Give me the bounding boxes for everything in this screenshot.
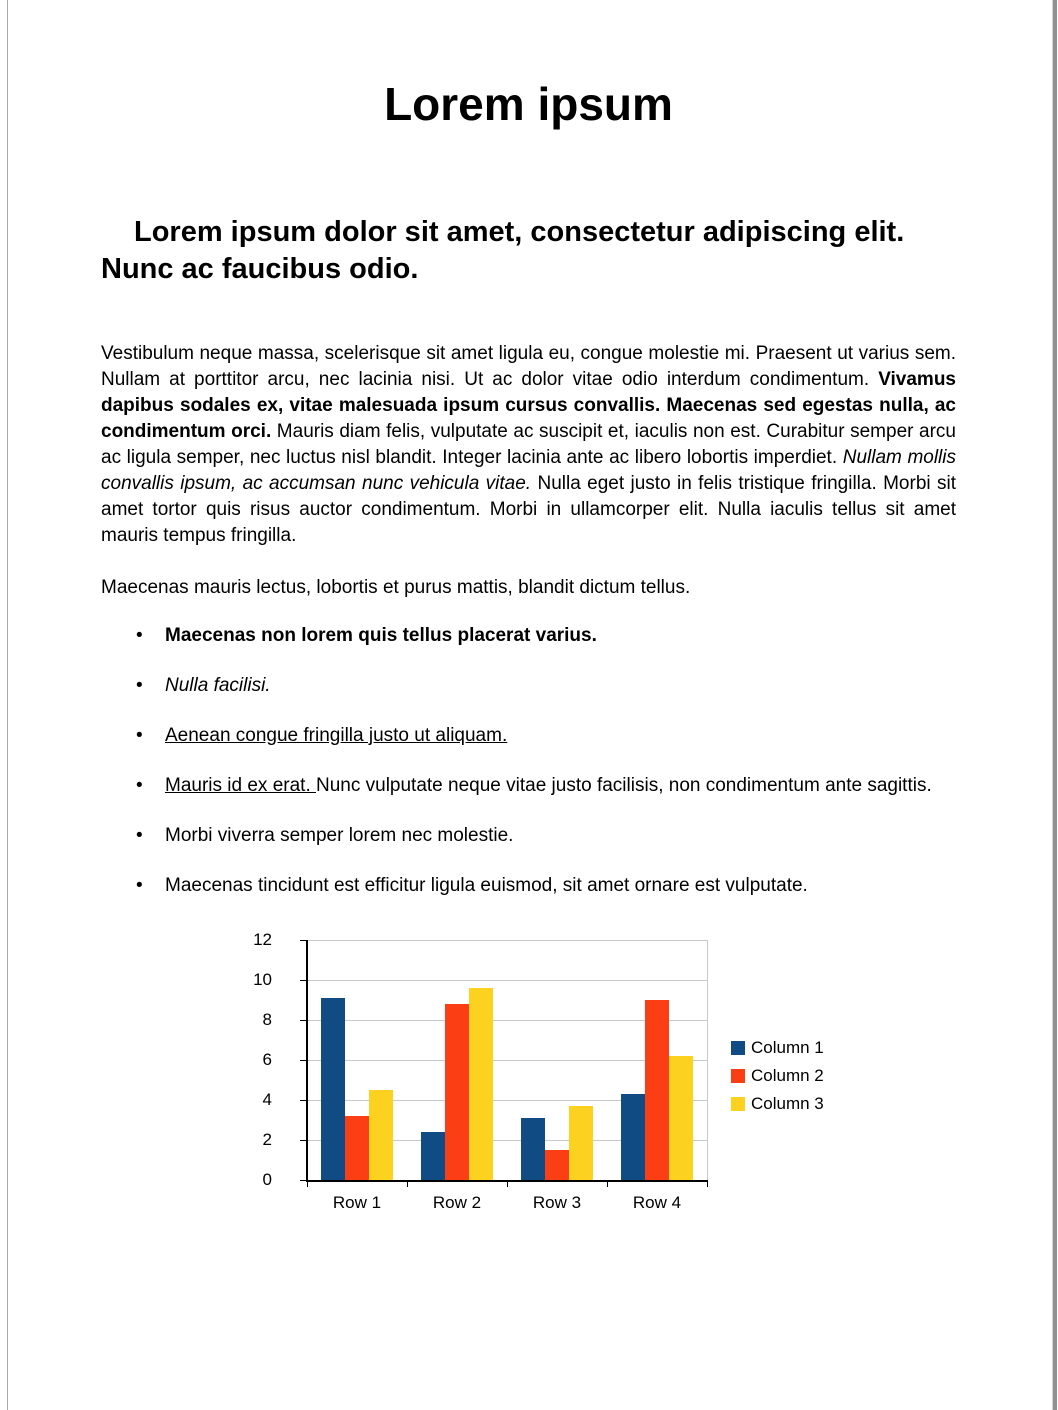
x-tick-label: Row 3: [532, 1193, 582, 1212]
list-item: [101, 722, 956, 750]
y-tick-label: 10: [253, 970, 272, 989]
text-run-normal: Maecenas tincidunt est efficitur ligula euismod, sit amet ornare est vulputate.: [165, 875, 808, 896]
bullet-icon: •: [136, 625, 143, 646]
legend-swatch: [731, 1069, 745, 1083]
bar-column-1-row-2: [421, 1132, 445, 1180]
y-tick-label: 6: [262, 1050, 272, 1069]
text-run-italic: Nulla facilisi.: [165, 675, 271, 696]
text-run-normal: Mauris diam felis, vulputate ac suscipit et, iaculis non est. Curabitur semper arcu ac ligula semper, nec luctus nisl blandit. Integer lacinia ante ac libero lobortis imperdiet.: [101, 421, 956, 468]
list-item: [101, 672, 956, 700]
x-tick-label: Row 1: [332, 1193, 382, 1212]
page-border-right: [1052, 0, 1057, 1410]
body-paragraph: [101, 341, 956, 549]
legend-swatch: [731, 1041, 745, 1055]
bar-column-3-row-4: [669, 1056, 693, 1180]
y-axis: [306, 940, 308, 1182]
bullet-icon: •: [136, 775, 143, 796]
bullet-icon: •: [136, 825, 143, 846]
text-run-normal: Morbi viverra semper lorem nec molestie.: [165, 825, 514, 846]
legend-swatch: [731, 1097, 745, 1111]
y-tick-label: 4: [262, 1090, 272, 1109]
text-run-underline: Mauris id ex erat.: [165, 775, 316, 796]
bar-column-2-row-4: [645, 1000, 669, 1180]
list-item: [101, 872, 956, 900]
list-item-text: [165, 725, 507, 746]
legend-label: Column 3: [751, 1094, 824, 1113]
text-run-normal: Nunc vulputate neque vitae justo facilisis, non condimentum ante sagittis.: [316, 775, 932, 796]
y-tick-label: 0: [262, 1170, 272, 1189]
bar-column-3-row-1: [369, 1090, 393, 1180]
bullet-icon: •: [136, 675, 143, 696]
list-item-text: [165, 625, 597, 646]
list-item: [101, 772, 956, 800]
bar-column-2-row-2: [445, 1004, 469, 1180]
list-item: [101, 622, 956, 650]
y-tick-label: 2: [262, 1130, 272, 1149]
bullet-icon: •: [136, 875, 143, 896]
plot-border-right: [707, 940, 708, 1180]
y-tick-label: 8: [262, 1010, 272, 1029]
text-run-italic: Nullam mollis convallis ipsum, ac accumsan nunc vehicula vitae.: [101, 447, 957, 494]
document-heading: Lorem ipsum dolor sit amet, consectetur adipiscing elit. Nunc ac faucibus odio.: [101, 216, 905, 285]
y-tick-label: 12: [253, 930, 272, 949]
x-tick-label: Row 4: [632, 1193, 682, 1212]
body-paragraph-2: Maecenas mauris lectus, lobortis et purus mattis, blandit dictum tellus.: [101, 577, 691, 598]
bullet-icon: •: [136, 725, 143, 746]
text-run-normal: Vestibulum neque massa, scelerisque sit amet ligula eu, congue molestie mi. Praesent ut varius sem. Nullam at porttitor arcu, nec lacinia nisi. Ut ac dolor vitae odio interdum condimentum.: [101, 343, 956, 390]
list-item-text: [165, 775, 932, 796]
text-run-normal: Nulla eget justo in felis tristique fringilla. Morbi sit amet tortor quis risus auctor condimentum. Morbi in ullamcorper elit. Nulla iaculis tellus sit amet mauris tempus fringilla.: [101, 473, 956, 546]
legend-label: Column 2: [751, 1066, 824, 1085]
bar-column-1-row-3: [521, 1118, 545, 1180]
gridline: [307, 940, 707, 941]
document-title: Lorem ipsum: [384, 78, 673, 130]
page-border-left: [7, 0, 8, 1410]
text-run-bold: Vivamus dapibus sodales ex, vitae malesuada ipsum cursus convallis. Maecenas sed egestas nulla, ac condimentum orci.: [101, 369, 956, 442]
bullet-list: [101, 622, 956, 900]
list-item: [101, 822, 956, 850]
list-item-text: [165, 875, 808, 896]
gridline: [307, 980, 707, 981]
bar-column-1-row-1: [321, 998, 345, 1180]
bar-column-3-row-3: [569, 1106, 593, 1180]
x-axis: [306, 1180, 708, 1182]
bar-column-2-row-1: [345, 1116, 369, 1180]
bar-column-1-row-4: [621, 1094, 645, 1180]
text-run-bold: Maecenas non lorem quis tellus placerat varius.: [165, 625, 597, 646]
bar-chart[interactable]: [250, 930, 860, 1234]
text-run-underline: Aenean congue fringilla justo ut aliquam.: [165, 725, 508, 746]
bar-column-2-row-3: [545, 1150, 569, 1180]
legend-label: Column 1: [751, 1038, 824, 1057]
list-item-text: [165, 675, 271, 696]
x-tick-label: Row 2: [432, 1193, 482, 1212]
list-item-text: [165, 825, 513, 846]
bar-column-3-row-2: [469, 988, 493, 1180]
